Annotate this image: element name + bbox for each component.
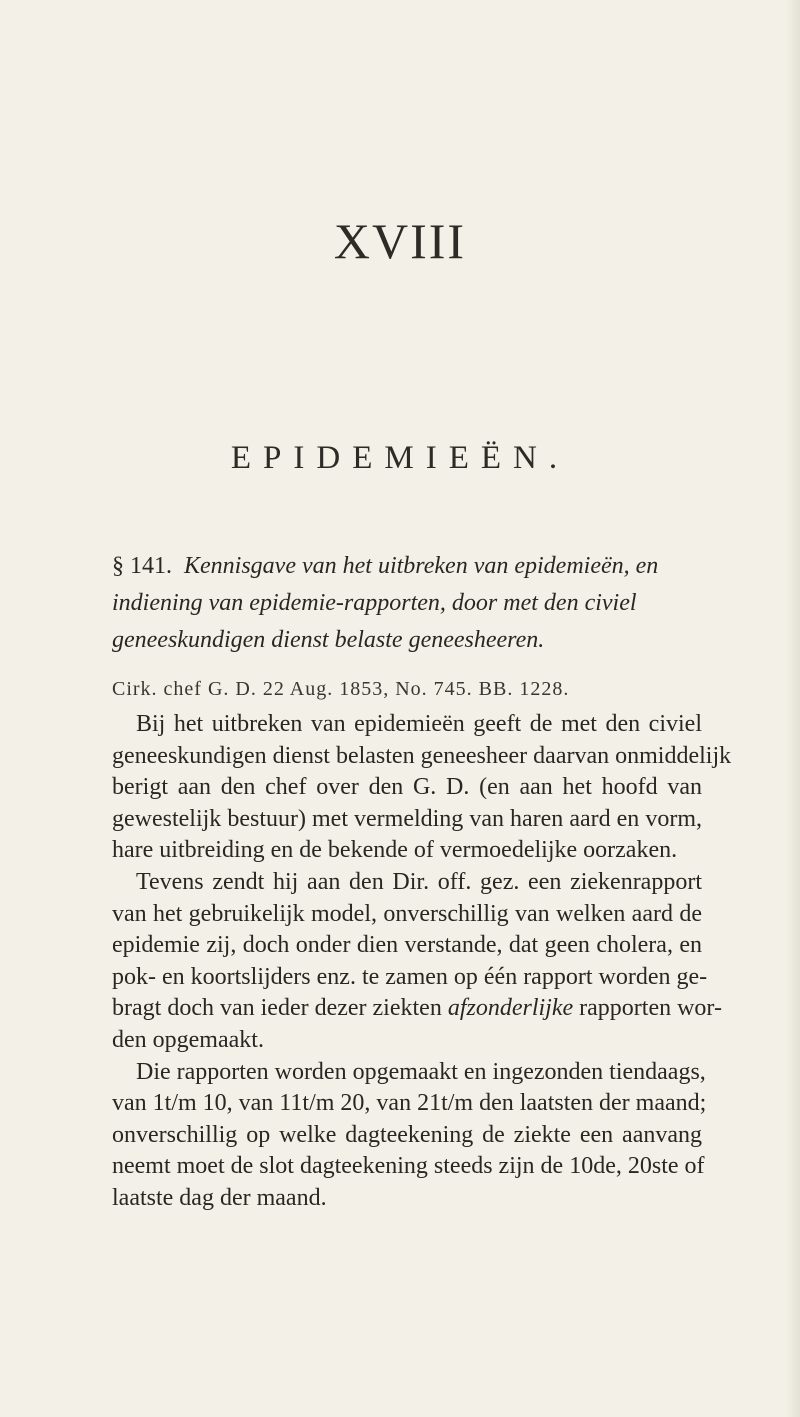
paragraph-1 bbox=[112, 709, 732, 867]
text-line: gewestelijk bestuur) met vermelding van haren aard en vorm, bbox=[112, 805, 702, 832]
text-line: geneeskundigen dienst belasten geneesheer daarvan onmiddelijk bbox=[112, 742, 732, 769]
text-line: neemt moet de slot dagteekening steeds zijn de 10de, 20ste of bbox=[112, 1153, 705, 1180]
article-number: § 141. bbox=[112, 553, 172, 579]
text-line: Die rapporten worden opgemaakt en ingezonden tiendaags, bbox=[136, 1058, 706, 1085]
text-line: hare uitbreiding en de bekende of vermoedelijke oorzaken. bbox=[112, 837, 678, 864]
paragraph-2 bbox=[112, 867, 722, 1057]
text-line: berigt aan den chef over den G. D. (en aan het hoofd van bbox=[112, 774, 702, 801]
page-number: XVIII bbox=[333, 213, 467, 269]
text-line: pok- en koortslijders enz. te zamen op één rapport worden ge- bbox=[112, 963, 708, 990]
text-segment: bragt doch van ieder dezer ziekten bbox=[112, 995, 442, 1022]
text-line: van het gebruikelijk model, onverschillig van welken aard de bbox=[112, 900, 702, 927]
article-heading bbox=[112, 548, 672, 659]
circular-reference: Cirk. chef G. D. 22 Aug. 1853, No. 745. BB. 1228. bbox=[112, 678, 570, 700]
heading-line-2: indiening van epidemie-rapporten, door met den civiel bbox=[112, 590, 637, 616]
text-line: den opgemaakt. bbox=[112, 1026, 264, 1053]
text-segment: rapporten wor- bbox=[573, 995, 722, 1022]
text-line: epidemie zij, doch onder dien verstande, dat geen cholera, en bbox=[112, 932, 702, 959]
paragraph-3 bbox=[112, 1057, 707, 1215]
text-line: Bij het uitbreken van epidemieën geeft de met den civiel bbox=[136, 711, 702, 737]
heading-text-1: Kennisgave van het uitbreken van epidemieën, en bbox=[184, 553, 659, 579]
text-line: Tevens zendt hij aan den Dir. off. gez. een ziekenrapport bbox=[136, 868, 702, 895]
text-line: laatste dag der maand. bbox=[112, 1184, 327, 1211]
italic-emphasis: afzonderlijke bbox=[447, 995, 574, 1022]
text-line-with-italic bbox=[112, 993, 722, 1025]
text-line: onverschillig op welke dagteekening de ziekte een aanvang bbox=[112, 1121, 702, 1148]
heading-line-1 bbox=[112, 548, 672, 585]
section-title: EPIDEMIEËN. bbox=[230, 440, 570, 476]
text-line: van 1t/m 10, van 11t/m 20, van 21t/m den laatsten der maand; bbox=[112, 1090, 707, 1117]
body-text bbox=[112, 709, 732, 1215]
heading-line-3: geneeskundigen dienst belaste geneesheeren. bbox=[112, 627, 545, 653]
